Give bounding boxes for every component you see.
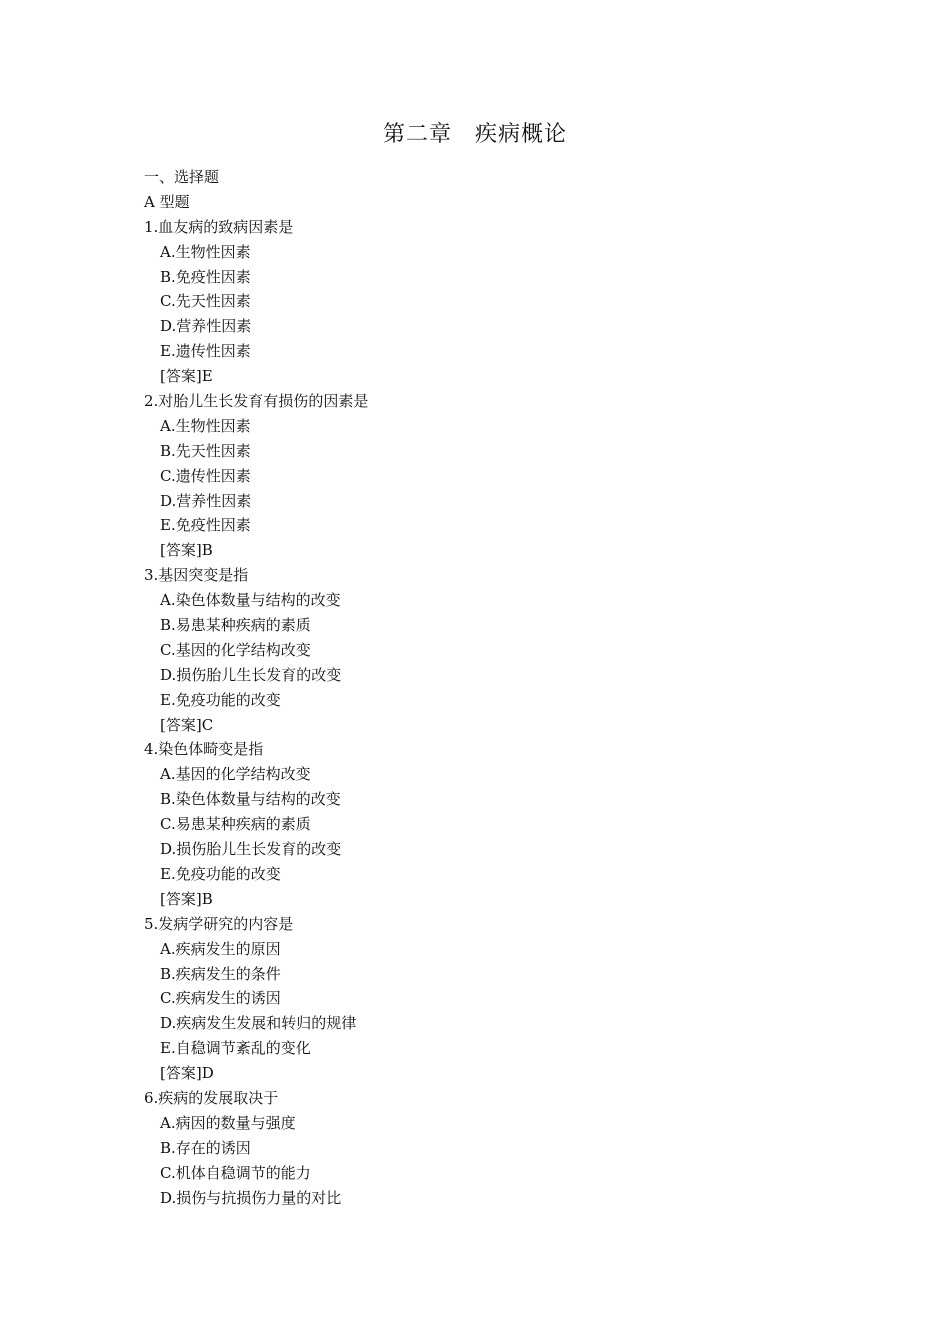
question-block [144, 1086, 844, 1210]
question-answer: [答案]E [160, 367, 213, 386]
question-stem: 1.血友病的致病因素是 [144, 217, 294, 236]
question-option: A.染色体数量与结构的改变 [160, 591, 341, 610]
section-heading: 一、选择题 [144, 168, 220, 186]
question-option: E.免疫功能的改变 [160, 690, 281, 709]
question-stem: 5.发病学研究的内容是 [144, 914, 294, 933]
question-option: B.存在的诱因 [160, 1138, 251, 1157]
question-option: D.营养性因素 [160, 491, 252, 510]
question-option: B.先天性因素 [160, 441, 251, 460]
question-option: C.基因的化学结构改变 [160, 640, 311, 659]
question-stem: 2.对胎儿生长发育有损伤的因素是 [144, 392, 369, 411]
question-block [144, 912, 844, 1086]
question-option: E.免疫性因素 [160, 516, 251, 535]
question-option: D.营养性因素 [160, 317, 252, 336]
question-option: C.易患某种疾病的素质 [160, 815, 311, 834]
question-option: D.损伤与抗损伤力量的对比 [160, 1188, 342, 1207]
question-answer: [答案]B [160, 889, 213, 908]
question-option: C.遗传性因素 [160, 466, 251, 485]
question-answer: [答案]C [160, 715, 214, 734]
subsection-heading: A 型题 [144, 192, 190, 211]
question-option: D.损伤胎儿生长发育的改变 [160, 840, 342, 859]
question-answer: [答案]D [160, 1064, 214, 1083]
question-option: A.生物性因素 [160, 416, 251, 435]
question-option: A.病因的数量与强度 [160, 1113, 296, 1132]
question-option: E.自稳调节紊乱的变化 [160, 1039, 311, 1058]
question-block [144, 389, 844, 563]
question-option: C.机体自稳调节的能力 [160, 1163, 311, 1182]
question-option: A.生物性因素 [160, 242, 251, 261]
content-body [144, 165, 844, 1210]
question-option: A.基因的化学结构改变 [160, 765, 311, 784]
question-option: D.疾病发生发展和转归的规律 [160, 1014, 357, 1033]
question-option: E.遗传性因素 [160, 342, 251, 361]
question-block [144, 737, 844, 911]
question-option: C.先天性因素 [160, 292, 251, 311]
question-block [144, 563, 844, 737]
question-option: B.染色体数量与结构的改变 [160, 790, 341, 809]
chapter-title: 第二章 疾病概论 [382, 122, 567, 147]
question-stem: 3.基因突变是指 [144, 566, 249, 585]
question-answer: [答案]B [160, 541, 213, 560]
question-stem: 6.疾病的发展取决于 [144, 1088, 279, 1107]
question-option: C.疾病发生的诱因 [160, 989, 281, 1008]
question-stem: 4.染色体畸变是指 [144, 740, 264, 759]
question-option: B.免疫性因素 [160, 267, 251, 286]
question-option: D.损伤胎儿生长发育的改变 [160, 665, 342, 684]
question-block [144, 215, 844, 389]
question-option: E.免疫功能的改变 [160, 864, 281, 883]
question-option: B.易患某种疾病的素质 [160, 616, 311, 635]
question-option: B.疾病发生的条件 [160, 964, 281, 983]
question-option: A.疾病发生的原因 [160, 939, 281, 958]
